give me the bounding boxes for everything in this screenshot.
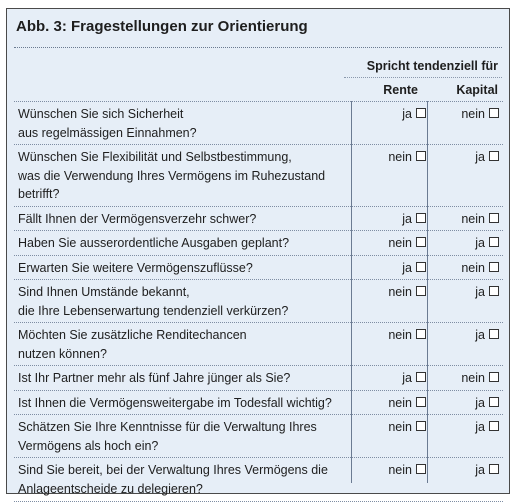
kapital-answer <box>475 461 499 480</box>
rente-answer <box>388 394 426 413</box>
checkbox-icon[interactable] <box>489 372 499 382</box>
question-text <box>18 461 343 498</box>
question-text <box>18 326 343 363</box>
checkbox-icon[interactable] <box>416 286 426 296</box>
question-line: aus regelmässigen Einnahmen? <box>18 125 197 140</box>
rente-answer-label: ja <box>402 211 412 226</box>
rente-answer <box>388 418 426 437</box>
checkbox-icon[interactable] <box>489 464 499 474</box>
question-line: was die Verwendung Ihres Vermögens im Ruhezustand <box>18 168 326 183</box>
kapital-answer <box>475 394 499 413</box>
rente-answer <box>388 283 426 302</box>
rente-answer-label: nein <box>388 395 412 410</box>
kapital-answer <box>475 326 499 345</box>
kapital-answer-label: ja <box>475 236 485 250</box>
kapital-answer-label: ja <box>475 463 485 477</box>
checkbox-icon[interactable] <box>489 237 499 247</box>
rente-answer <box>402 369 426 388</box>
table-row <box>14 414 503 458</box>
rente-answer-label: nein <box>388 463 412 477</box>
question-line: Erwarten Sie weitere Vermögenszuflüsse? <box>18 260 253 275</box>
question-line: Anlageentscheide zu delegieren? <box>18 481 203 496</box>
kapital-answer-label: ja <box>475 420 485 434</box>
figure-title: Abb. 3: Fragestellungen zur Orientierung <box>16 18 308 35</box>
question-line: Haben Sie ausserordentliche Ausgaben geplant? <box>18 236 290 250</box>
table-row <box>14 101 503 145</box>
orientation-table-figure <box>6 8 510 494</box>
rente-answer <box>388 234 426 253</box>
rente-answer-label: nein <box>388 150 412 164</box>
table-row <box>14 322 503 366</box>
kapital-answer <box>461 259 499 278</box>
table-row <box>14 279 503 323</box>
kapital-answer-label: ja <box>475 395 485 410</box>
question-line: Wünschen Sie sich Sicherheit <box>18 107 184 121</box>
question-text <box>18 283 343 320</box>
kapital-answer <box>475 283 499 302</box>
kapital-answer-label: nein <box>461 211 485 226</box>
checkbox-icon[interactable] <box>489 151 499 161</box>
rente-answer-label: nein <box>388 328 412 342</box>
checkbox-icon[interactable] <box>416 237 426 247</box>
checkbox-icon[interactable] <box>416 421 426 431</box>
checkbox-icon[interactable] <box>416 329 426 339</box>
rente-answer-label: nein <box>388 236 412 250</box>
checkbox-icon[interactable] <box>416 397 426 407</box>
table-row <box>14 144 503 207</box>
kapital-answer-label: ja <box>475 150 485 164</box>
checkbox-icon[interactable] <box>416 151 426 161</box>
rente-answer <box>402 259 426 278</box>
table-row <box>14 390 503 416</box>
checkbox-icon[interactable] <box>489 329 499 339</box>
checkbox-icon[interactable] <box>416 372 426 382</box>
question-text <box>18 369 343 388</box>
question-text <box>18 394 343 413</box>
question-line: Wünschen Sie Flexibilität und Selbstbestimmung, <box>18 150 292 164</box>
question-line: die Ihre Lebenserwartung tendenziell verkürzen? <box>18 303 289 318</box>
question-text <box>18 418 343 455</box>
kapital-answer <box>475 148 499 167</box>
checkbox-icon[interactable] <box>489 397 499 407</box>
rente-answer-label: nein <box>388 285 412 299</box>
checkbox-icon[interactable] <box>416 213 426 223</box>
kapital-answer-label: nein <box>461 260 485 275</box>
kapital-answer-label: ja <box>475 328 485 342</box>
checkbox-icon[interactable] <box>489 108 499 118</box>
rente-answer <box>388 326 426 345</box>
question-table <box>14 101 503 496</box>
kapital-answer-label: nein <box>461 371 485 385</box>
table-row <box>14 457 503 502</box>
question-line: nutzen können? <box>18 346 107 361</box>
title-divider <box>14 47 502 48</box>
rente-answer <box>388 461 426 480</box>
question-line: Sind Ihnen Umstände bekannt, <box>18 285 190 299</box>
question-line: Vermögens als hoch ein? <box>18 438 159 453</box>
question-text <box>18 210 343 229</box>
kapital-answer <box>461 210 499 229</box>
checkbox-icon[interactable] <box>416 262 426 272</box>
table-row <box>14 206 503 232</box>
kapital-answer <box>475 418 499 437</box>
question-text <box>18 105 343 142</box>
rente-answer-label: ja <box>402 107 412 121</box>
question-line: Möchten Sie zusätzliche Renditechancen <box>18 328 247 342</box>
rente-answer-label: ja <box>402 260 412 275</box>
kapital-answer <box>475 234 499 253</box>
rente-answer <box>388 148 426 167</box>
header-divider <box>344 77 502 78</box>
question-line: betrifft? <box>18 187 60 201</box>
table-row <box>14 255 503 281</box>
question-line: Sind Sie bereit, bei der Verwaltung Ihres Vermögens die <box>18 463 328 477</box>
checkbox-icon[interactable] <box>489 421 499 431</box>
rente-answer-label: nein <box>388 420 412 434</box>
question-text <box>18 259 343 278</box>
checkbox-icon[interactable] <box>489 213 499 223</box>
checkbox-icon[interactable] <box>416 464 426 474</box>
question-line: Ist Ihr Partner mehr als fünf Jahre jünger als Sie? <box>18 371 291 385</box>
question-line: Schätzen Sie Ihre Kenntnisse für die Verwaltung Ihres <box>18 420 317 434</box>
question-line: Ist Ihnen die Vermögensweitergabe im Todesfall wichtig? <box>18 395 332 410</box>
kapital-answer <box>461 105 499 124</box>
column-header-kapital: Kapital <box>456 83 498 97</box>
question-text <box>18 148 343 204</box>
checkbox-icon[interactable] <box>489 262 499 272</box>
kapital-answer-label: ja <box>475 285 485 299</box>
header-main: Spricht tendenziell für <box>366 59 498 73</box>
rente-answer <box>402 105 426 124</box>
rente-answer-label: ja <box>402 371 412 385</box>
question-line: Fällt Ihnen der Vermögensverzehr schwer? <box>18 211 257 226</box>
table-row <box>14 365 503 391</box>
kapital-answer-label: nein <box>461 107 485 121</box>
rente-answer <box>402 210 426 229</box>
column-header-rente: Rente <box>383 83 418 97</box>
checkbox-icon[interactable] <box>489 286 499 296</box>
table-row <box>14 230 503 256</box>
question-text <box>18 234 343 253</box>
checkbox-icon[interactable] <box>416 108 426 118</box>
kapital-answer <box>461 369 499 388</box>
